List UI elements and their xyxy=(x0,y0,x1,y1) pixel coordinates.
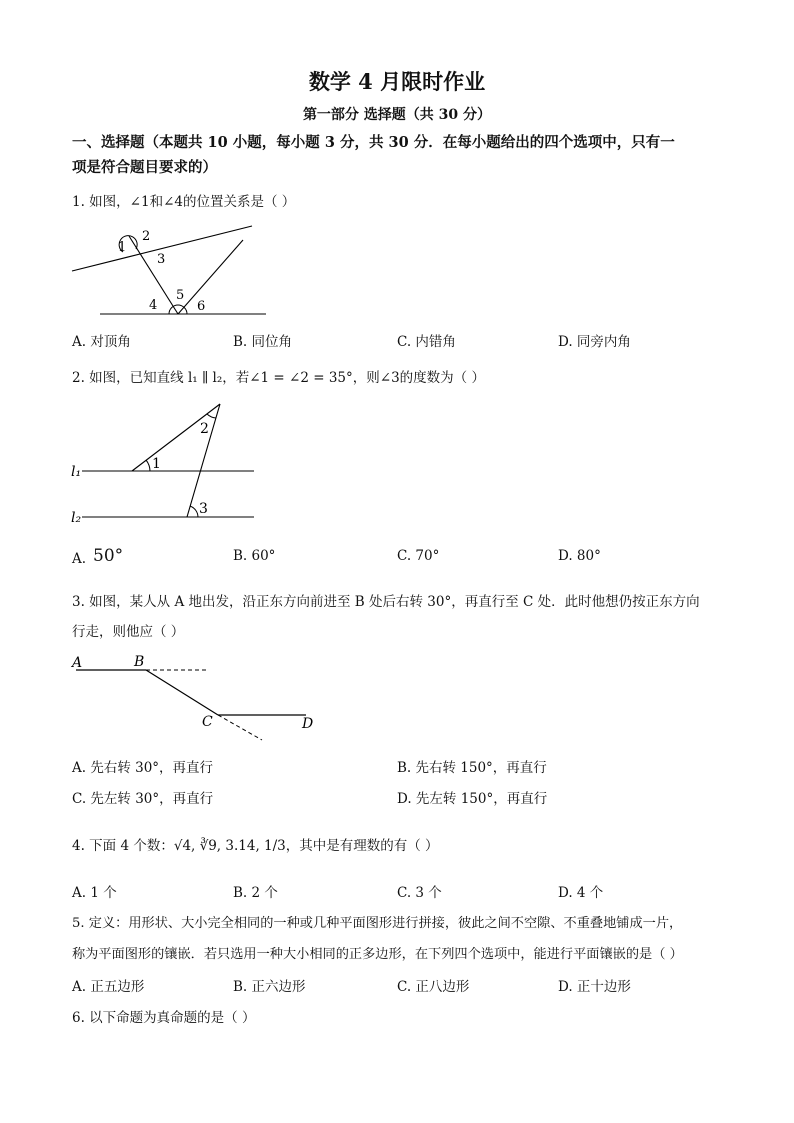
question-3-option-b[interactable]: B. 先右转 150°，再直行 xyxy=(397,760,547,776)
question-2-stem: 2. 如图，已知直线 l₁ ∥ l₂，若∠1 = ∠2 = 35°，则∠3的度数为（ ） xyxy=(72,370,485,386)
question-1-figure xyxy=(60,218,280,322)
q2-line-l2-label: l₂ xyxy=(71,510,82,526)
q1-label-1: 1 xyxy=(118,240,127,255)
question-5-stem-line-2: 称为平面图形的镶嵌．若只选用一种大小相同的正多边形，在下列四个选项中，能进行平面镶嵌的是（ ） xyxy=(72,947,683,962)
q2-line-l1-label: l₁ xyxy=(71,464,82,480)
q3-point-a-label: A xyxy=(72,655,83,671)
question-2-option-c[interactable]: C. 70° xyxy=(397,548,440,564)
q3-point-d-label: D xyxy=(302,716,314,732)
question-1-option-a[interactable]: A. 对顶角 xyxy=(72,334,131,350)
question-2-figure xyxy=(60,398,270,530)
question-5-option-c[interactable]: C. 正八边形 xyxy=(397,979,470,995)
q1-label-6: 6 xyxy=(197,299,206,314)
question-4-stem xyxy=(72,834,439,854)
q1-label-5: 5 xyxy=(176,288,185,303)
q1-label-3: 3 xyxy=(157,252,166,267)
q1-label-2: 2 xyxy=(142,229,151,244)
question-5-option-a[interactable]: A. 正五边形 xyxy=(72,979,145,995)
question-5-stem-line-1: 5. 定义：用形状、大小完全相同的一种或几种平面图形进行拼接，彼此之间不空隙、不重叠地铺成一片， xyxy=(72,916,683,931)
q2-label-3: 3 xyxy=(199,501,208,517)
question-4-option-b[interactable]: B. 2 个 xyxy=(233,885,278,901)
question-4-stem-suffix: ，其中是有理数的有（ ） xyxy=(285,838,439,854)
question-1-option-d[interactable]: D. 同旁内角 xyxy=(558,334,631,350)
question-5-option-d[interactable]: D. 正十边形 xyxy=(558,979,631,995)
section-heading-line-1: 一、选择题（本题共 10 小题，每小题 3 分，共 30 分．在每小题给出的四个选项中，只有一 xyxy=(72,134,675,151)
question-4-option-c[interactable]: C. 3 个 xyxy=(397,885,442,901)
section-subtitle: 第一部分 选择题（共 30 分） xyxy=(302,107,492,123)
q1-label-4: 4 xyxy=(149,298,158,313)
question-5-option-b[interactable]: B. 正六边形 xyxy=(233,979,306,995)
question-2-option-b[interactable]: B. 60° xyxy=(233,548,276,564)
question-4-stem-prefix: 4. 下面 4 个数： xyxy=(72,838,174,854)
question-3-figure xyxy=(66,650,326,744)
section-heading-line-2: 项是符合题目要求的） xyxy=(72,159,217,176)
question-1-option-c[interactable]: C. 内错角 xyxy=(397,334,456,350)
question-2-option-a-value[interactable]: 50° xyxy=(93,546,124,566)
question-6-stem: 6. 以下命题为真命题的是（ ） xyxy=(72,1010,256,1026)
question-1-stem: 1. 如图，∠1和∠4的位置关系是（ ） xyxy=(72,194,296,210)
question-1-option-b[interactable]: B. 同位角 xyxy=(233,334,293,350)
q3-point-b-label: B xyxy=(134,654,145,670)
question-3-option-a[interactable]: A. 先右转 30°，再直行 xyxy=(72,760,214,776)
q3-point-c-label: C xyxy=(202,714,213,730)
question-4-option-d[interactable]: D. 4 个 xyxy=(558,885,604,901)
question-4-option-a[interactable]: A. 1 个 xyxy=(72,885,117,901)
question-3-option-c[interactable]: C. 先左转 30°，再直行 xyxy=(72,791,214,807)
q2-label-1: 1 xyxy=(152,456,161,472)
q2-label-2: 2 xyxy=(200,421,209,437)
question-2-option-a[interactable]: A. xyxy=(72,551,87,567)
question-3-stem-line-1: 3. 如图，某人从 A 地出发，沿正东方向前进至 B 处后右转 30°，再直行至 C 处．此时他想仍按正东方向 xyxy=(72,594,700,610)
question-2-option-d[interactable]: D. 80° xyxy=(558,548,601,564)
question-3-stem-line-2: 行走，则他应（ ） xyxy=(72,624,185,640)
page-title: 数学 4 月限时作业 xyxy=(308,69,486,94)
question-3-option-d[interactable]: D. 先左转 150°，再直行 xyxy=(397,791,548,807)
question-4-numbers: √4, ∛9, 3.14, 1/3 xyxy=(173,838,286,854)
